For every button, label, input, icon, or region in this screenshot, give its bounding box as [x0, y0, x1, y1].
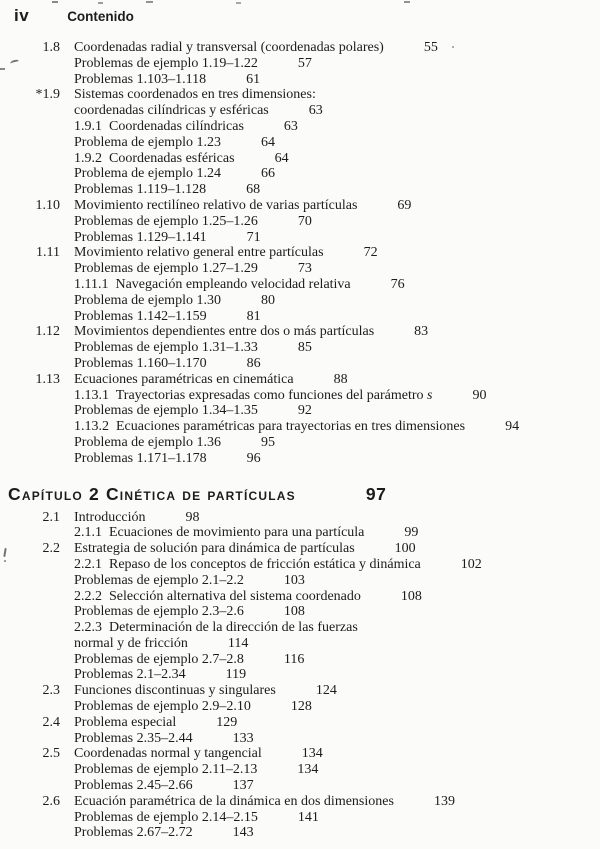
- page-number: 64: [274, 150, 289, 166]
- page-number: 63: [283, 118, 298, 134]
- section-number: [0, 388, 60, 404]
- toc-row: [0, 762, 600, 778]
- section-number: [0, 620, 60, 636]
- toc-row: [0, 778, 600, 794]
- page-number: 70: [297, 213, 312, 229]
- toc-row: [0, 166, 600, 182]
- section-number: [0, 214, 60, 230]
- section-number: [0, 573, 60, 589]
- page-number: 137: [232, 778, 254, 794]
- section-number: 2.5: [42, 746, 60, 762]
- page-number: 139: [433, 793, 455, 809]
- page-number: 133: [232, 730, 254, 746]
- section-number: [0, 103, 60, 119]
- entry-text: Ecuación paramétrica de la dinámica en dos dimensiones 139: [74, 793, 455, 809]
- entry-text: Problemas de ejemplo 1.19–1.22 57: [74, 55, 312, 71]
- page-number: 80: [260, 292, 275, 308]
- toc-row: [0, 198, 600, 214]
- entry-text: Coordenadas normal y tangencial 134: [74, 746, 323, 762]
- page-header: [0, 0, 600, 26]
- page-number: 69: [397, 197, 412, 213]
- section-number: 1.10: [35, 197, 60, 213]
- section-number: [0, 589, 60, 605]
- toc-row: [0, 620, 600, 636]
- entry-text: Estrategia de solución para dinámica de partículas 100: [74, 541, 416, 557]
- toc-row: [0, 715, 600, 731]
- scan-speck: [52, 1, 58, 3]
- section-number: 2.6: [42, 793, 60, 809]
- toc-row: [0, 810, 600, 826]
- scan-pen-mark: [4, 560, 6, 562]
- page-number: 99: [404, 525, 419, 541]
- section-number: [0, 778, 60, 794]
- page-number: 81: [246, 308, 261, 324]
- entry-text: Sistemas coordenados en tres dimensiones:: [74, 87, 316, 103]
- toc-row: [0, 324, 600, 340]
- toc-row: [0, 683, 600, 699]
- entry-text: Problemas de ejemplo 2.14–2.15 141: [74, 809, 319, 825]
- toc-row: [0, 340, 600, 356]
- section-number: [0, 419, 60, 435]
- chapter-heading: [8, 483, 600, 505]
- entry-text: Problemas 2.67–2.72 143: [74, 825, 254, 841]
- section-number: [0, 166, 60, 182]
- entry-text: Problemas de ejemplo 1.27–1.29 73: [74, 261, 312, 277]
- page-number: 73: [297, 261, 312, 277]
- entry-text: Problemas 2.35–2.44 133: [74, 730, 254, 746]
- page-number: 102: [460, 556, 482, 572]
- chapter-page-number: 97: [365, 483, 387, 504]
- page-number: 64: [260, 134, 275, 150]
- section-number: [0, 667, 60, 683]
- entry-text: Problemas 1.142–1.159 81: [74, 308, 261, 324]
- section-number: *1.9: [35, 87, 60, 103]
- page-number: 92: [297, 403, 312, 419]
- section-number: [0, 762, 60, 778]
- entry-text: 1.13.2 Ecuaciones paramétricas para trayectorias en tres dimensiones 94: [74, 419, 520, 435]
- page-number: 95: [260, 434, 275, 450]
- entry-text: Movimiento relativo general entre partículas 72: [74, 245, 378, 261]
- toc-row: [0, 652, 600, 668]
- section-number: [0, 525, 60, 541]
- toc-row: [0, 182, 600, 198]
- page-number: 94: [505, 419, 520, 435]
- entry-text: Problemas 1.103–1.118 61: [74, 71, 261, 87]
- page-number: 108: [400, 588, 422, 604]
- toc-row: [0, 309, 600, 325]
- toc-row: [0, 151, 600, 167]
- page-number: 116: [283, 651, 305, 667]
- entry-text: Problemas de ejemplo 2.9–2.10 128: [74, 699, 312, 715]
- entry-text: Funciones discontinuas y singulares 124: [74, 683, 337, 699]
- section-number: 1.12: [35, 324, 60, 340]
- toc-row: [0, 119, 600, 135]
- entry-text: Problemas 1.160–1.170 86: [74, 355, 261, 371]
- entry-text: Problemas de ejemplo 2.11–2.13 134: [74, 762, 319, 778]
- entry-text: Problema especial 129: [74, 714, 238, 730]
- entry-text: Problemas de ejemplo 2.1–2.2 103: [74, 572, 305, 588]
- page-number-roman: iv: [14, 6, 30, 25]
- section-number: [0, 810, 60, 826]
- page-number: 66: [260, 166, 275, 182]
- section-number: [0, 261, 60, 277]
- toc-row: [0, 667, 600, 683]
- toc-row: [0, 825, 600, 841]
- section-number: [0, 435, 60, 451]
- section-number: [0, 825, 60, 841]
- scan-speck: [0, 68, 5, 70]
- section-number: 2.1: [42, 509, 60, 525]
- entry-text: Movimiento rectilíneo relativo de varias partículas 69: [74, 197, 412, 213]
- toc-row: [0, 419, 600, 435]
- entry-text: Problemas 1.129–1.141 71: [74, 229, 261, 245]
- entry-text: Ecuaciones paramétricas en cinemática 88: [74, 371, 348, 387]
- page-number: 63: [308, 103, 323, 119]
- toc-row: [0, 794, 600, 810]
- entry-text: 1.9.2 Coordenadas esféricas 64: [74, 150, 289, 166]
- page-number: 68: [246, 182, 261, 198]
- toc-row: [0, 87, 600, 103]
- toc-row: [0, 636, 600, 652]
- section-number: [0, 56, 60, 72]
- entry-text: 2.2.3 Determinación de la dirección de las fuerzas: [74, 620, 358, 636]
- entry-text: Introducción 98: [74, 509, 200, 525]
- scan-speck: [98, 2, 103, 4]
- section-number: [0, 277, 60, 293]
- entry-text: Problema de ejemplo 1.36 95: [74, 434, 275, 450]
- entry-text: 2.2.1 Repaso de los conceptos de fricción estática y dinámica 102: [74, 556, 482, 572]
- toc-row: [0, 230, 600, 246]
- toc-row: [0, 214, 600, 230]
- entry-text: Problema de ejemplo 1.30 80: [74, 292, 275, 308]
- page-number: 76: [390, 276, 405, 292]
- entry-text: Problemas 2.45–2.66 137: [74, 778, 254, 794]
- entry-text: normal y de fricción 114: [74, 635, 249, 651]
- page-number: 71: [246, 229, 261, 245]
- toc-row: [0, 731, 600, 747]
- toc-row: [0, 356, 600, 372]
- section-number: [0, 340, 60, 356]
- page-number: 83: [414, 324, 429, 340]
- toc-row: [0, 746, 600, 762]
- section-number: [0, 699, 60, 715]
- toc-row: [0, 72, 600, 88]
- entry-text: Problemas 1.171–1.178 96: [74, 450, 261, 466]
- toc-row: [0, 261, 600, 277]
- section-number: [0, 403, 60, 419]
- page-number: 128: [290, 699, 312, 715]
- entry-text: 2.2.2 Selección alternativa del sistema coordenado 108: [74, 588, 422, 604]
- section-number: 2.4: [42, 714, 60, 730]
- entry-text: coordenadas cilíndricas y esféricas 63: [74, 103, 323, 119]
- section-number: [0, 230, 60, 246]
- toc-row: [0, 510, 600, 526]
- page-number: 96: [246, 450, 261, 466]
- entry-text: Problemas de ejemplo 1.25–1.26 70: [74, 213, 312, 229]
- section-number: 2.2: [42, 541, 60, 557]
- section-number: [0, 652, 60, 668]
- section-number: [0, 151, 60, 167]
- scan-speck: [404, 1, 410, 3]
- page-number: 88: [333, 371, 348, 387]
- entry-text: 1.9.1 Coordenadas cilíndricas 63: [74, 118, 298, 134]
- entry-text: 1.11.1 Navegación empleando velocidad relativa 76: [74, 276, 405, 292]
- section-number: 1.13: [35, 371, 60, 387]
- toc-row: [0, 541, 600, 557]
- toc-row: [0, 277, 600, 293]
- toc-row: [0, 699, 600, 715]
- entry-text: Problemas 2.1–2.34 119: [74, 667, 247, 683]
- toc-row: [0, 451, 600, 467]
- entry-text: Problemas de ejemplo 1.31–1.33 85: [74, 340, 312, 356]
- chapter-title: Capítulo 2 Cinética de partículas: [8, 483, 296, 504]
- section-number: [0, 119, 60, 135]
- italic-variable: s: [427, 387, 433, 403]
- toc-row: [0, 372, 600, 388]
- page-number: 114: [227, 635, 249, 651]
- section-number: [0, 604, 60, 620]
- section-number: [0, 356, 60, 372]
- toc-row: [0, 293, 600, 309]
- scan-speck: [236, 2, 241, 4]
- toc-row: [0, 56, 600, 72]
- section-number: [0, 557, 60, 573]
- entry-text: Problemas 1.119–1.128 68: [74, 182, 261, 198]
- page-number: 143: [232, 825, 254, 841]
- section-number: [0, 731, 60, 747]
- page-number: 85: [297, 340, 312, 356]
- section-number: 1.8: [42, 40, 60, 55]
- entry-text: 1.13.1 Trayectorias expresadas como funciones del parámetro s 90: [74, 387, 487, 403]
- toc-list: [0, 40, 600, 841]
- section-number: [0, 182, 60, 198]
- section-number: 1.11: [36, 245, 60, 261]
- page-number: 134: [297, 762, 319, 778]
- page-number: 103: [283, 572, 305, 588]
- toc-row: [0, 103, 600, 119]
- section-number: [0, 636, 60, 652]
- entry-text: Problemas de ejemplo 2.3–2.6 108: [74, 604, 305, 620]
- toc-row: [0, 525, 600, 541]
- entry-text: 2.1.1 Ecuaciones de movimiento para una partícula 99: [74, 525, 419, 541]
- page-number: 134: [301, 746, 323, 762]
- page-number: 61: [246, 71, 261, 87]
- toc-row: [0, 557, 600, 573]
- page-number: 98: [185, 509, 200, 525]
- scan-speck: [146, 1, 153, 3]
- page-number: 57: [297, 55, 312, 71]
- page-number: 100: [394, 541, 416, 557]
- section-number: [0, 135, 60, 151]
- page-number: 124: [315, 683, 337, 699]
- page-number: 141: [297, 809, 319, 825]
- entry-text: Coordenadas radial y transversal (coordenadas polares) 55: [74, 40, 438, 55]
- section-number: [0, 309, 60, 325]
- entry-text: Problemas de ejemplo 2.7–2.8 116: [74, 651, 305, 667]
- entry-text: Movimientos dependientes entre dos o más partículas 83: [74, 324, 429, 340]
- toc-row: [0, 245, 600, 261]
- toc-row: [0, 40, 600, 56]
- page-number: 119: [225, 667, 247, 683]
- toc-row: [0, 604, 600, 620]
- entry-text: Problema de ejemplo 1.24 66: [74, 166, 275, 182]
- page-number: 72: [363, 245, 378, 261]
- toc-row: [0, 388, 600, 404]
- header-title: Contenido: [67, 9, 134, 24]
- toc-row: [0, 403, 600, 419]
- scan-speck: [452, 46, 454, 48]
- section-number: [0, 293, 60, 309]
- entry-text: Problema de ejemplo 1.23 64: [74, 134, 275, 150]
- section-number: 2.3: [42, 683, 60, 699]
- page-number: 90: [472, 387, 487, 403]
- toc-row: [0, 435, 600, 451]
- page-number: 55: [423, 40, 438, 55]
- page-number: 86: [246, 355, 261, 371]
- section-number: [0, 451, 60, 467]
- toc-row: [0, 589, 600, 605]
- page-number: 129: [216, 714, 238, 730]
- toc-row: [0, 573, 600, 589]
- toc-row: [0, 135, 600, 151]
- section-number: [0, 72, 60, 88]
- entry-text: Problemas de ejemplo 1.34–1.35 92: [74, 403, 312, 419]
- page-number: 108: [283, 604, 305, 620]
